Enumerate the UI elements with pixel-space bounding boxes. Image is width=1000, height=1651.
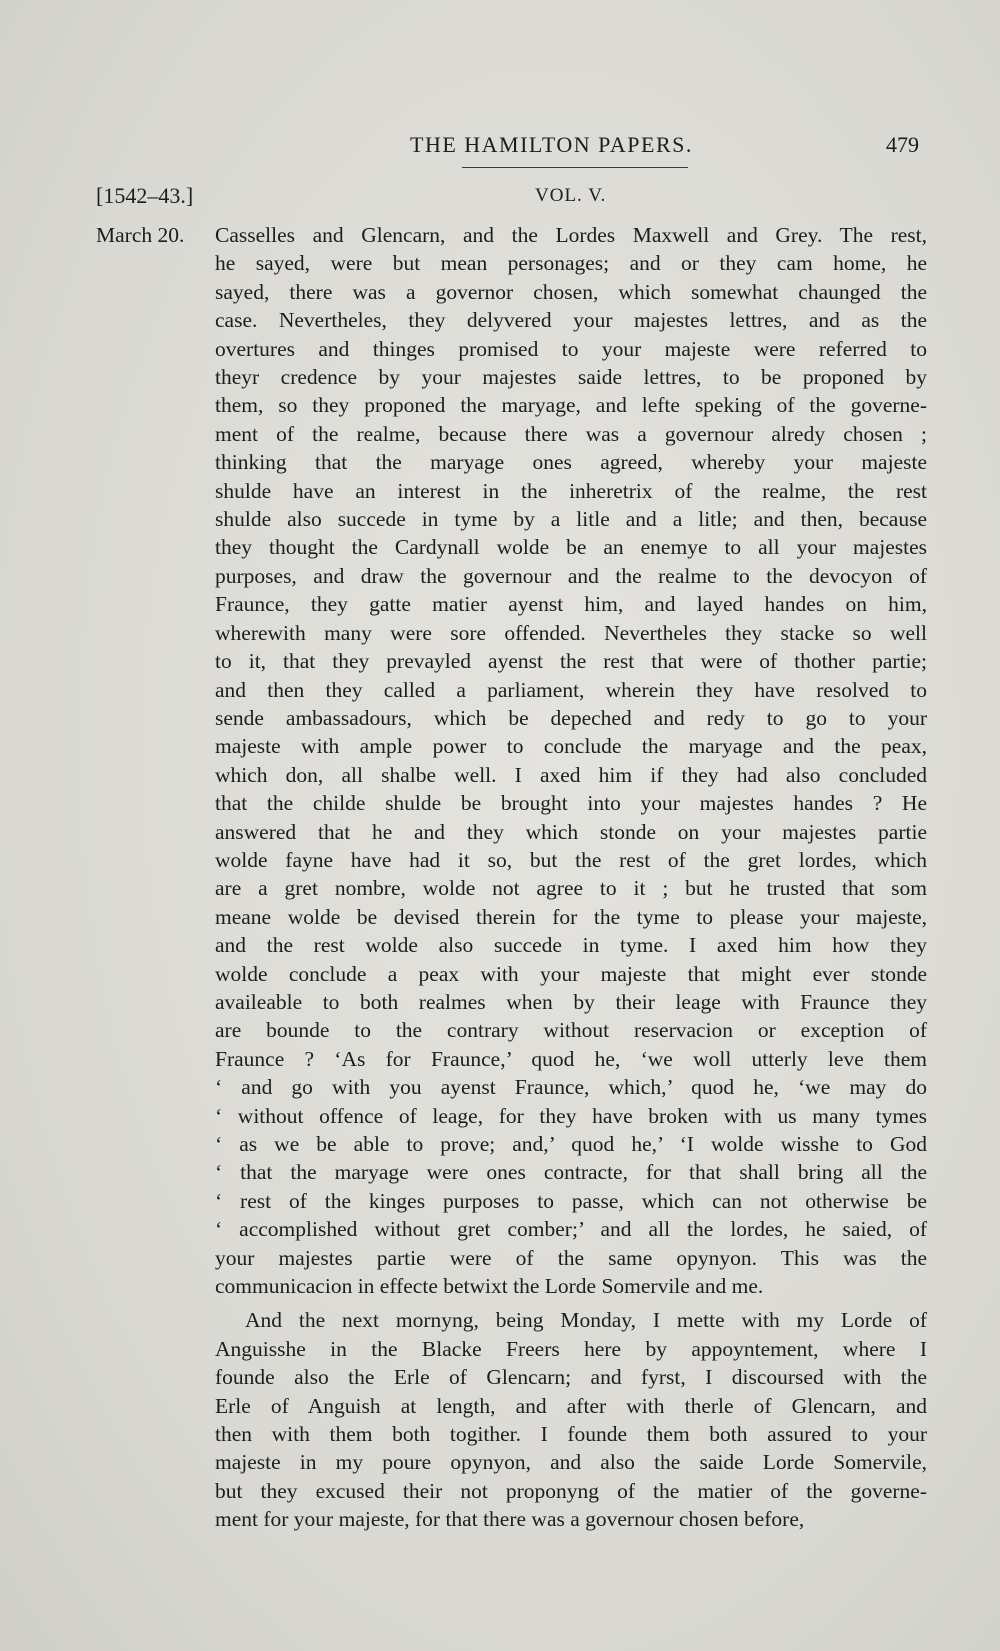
volume-label: VOL. V. <box>535 185 607 206</box>
text-line: Anguisshe in the Blacke Freers here by appoyntement, where I <box>215 1336 927 1361</box>
date-range: [1542–43.] <box>96 183 194 208</box>
text-line: are bounde to the contrary without reservacion or exception of <box>215 1018 927 1043</box>
paragraph <box>215 221 927 1300</box>
text-line: ‘ as we be able to prove; and,’ quod he,’ ‘I wolde wisshe to God <box>215 1132 927 1156</box>
text-line: which don, all shalbe well. I axed him if they had also concluded <box>215 762 927 787</box>
text-line: to it, that they prevayled ayenst the rest that were of thother partie; <box>215 649 927 674</box>
text-line: ‘ and go with you ayenst Fraunce, which,’ quod he, ‘we may do <box>215 1075 927 1100</box>
text-line: wolde conclude a peax with your majeste that might ever stonde <box>215 961 927 986</box>
text-line: them, so they proponed the maryage, and lefte speking of the governe- <box>215 393 927 418</box>
text-line: Fraunce ? ‘As for Fraunce,’ quod he, ‘we woll utterly leve them <box>215 1046 927 1071</box>
text-line: shulde have an interest in the inheretrix of the realme, the rest <box>215 478 927 503</box>
text-line: meane wolde be devised therein for the tyme to please your majeste, <box>215 904 927 929</box>
text-line: ‘ accomplished without gret comber;’ and all the lordes, he saied, of <box>215 1217 927 1242</box>
body-text <box>215 221 927 1534</box>
text-line: Erle of Anguish at length, and after with therle of Glencarn, and <box>215 1393 927 1418</box>
text-line: he sayed, were but mean personages; and or they cam home, he <box>215 251 927 276</box>
text-line: founde also the Erle of Glencarn; and fyrst, I discoursed with the <box>215 1365 927 1390</box>
text-line: majeste in my poure opynyon, and also the saide Lorde Somervile, <box>215 1450 927 1475</box>
text-line: ment of the realme, because there was a governour alredy chosen ; <box>215 421 927 446</box>
running-head <box>0 132 1000 162</box>
text-line: purposes, and draw the governour and the realme to the devocyon of <box>215 563 927 588</box>
text-line: Fraunce, they gatte matier ayenst him, and layed handes on him, <box>215 592 927 617</box>
text-line: availeable to both realmes when by their leage with Fraunce they <box>215 989 927 1014</box>
text-line: answered that he and they which stonde on your majestes partie <box>215 819 927 844</box>
text-line: but they excused their not proponyng of the matier of the governe- <box>215 1478 927 1503</box>
paragraph <box>215 1306 927 1533</box>
text-line: sayed, there was a governor chosen, which somewhat chaunged the <box>215 279 927 304</box>
text-line: that the childe shulde be brought into your majestes handes ? He <box>215 791 927 816</box>
text-line: overtures and thinges promised to your majeste were referred to <box>215 336 927 361</box>
text-line: theyr credence by your majestes saide lettres, to be proponed by <box>215 365 927 390</box>
text-line: ment for your majeste, for that there was a governour chosen before, <box>215 1507 805 1532</box>
margin-date: March 20. <box>96 223 185 247</box>
text-line: are a gret nombre, wolde not agree to it ; but he trusted that som <box>215 876 927 901</box>
page-number: 479 <box>886 132 919 157</box>
text-line: majeste with ample power to conclude the maryage and the peax, <box>215 734 927 759</box>
text-line: they thought the Cardynall wolde be an enemye to all your majestes <box>215 535 927 560</box>
running-title: THE HAMILTON PAPERS. <box>410 132 693 157</box>
text-line: sende ambassadours, which be depeched and redy to go to your <box>215 705 927 730</box>
text-line: and then they called a parliament, wherein they have resolved to <box>215 677 927 702</box>
text-line: wolde fayne have had it so, but the rest of the gret lordes, which <box>215 847 927 872</box>
text-line: your majestes partie were of the same opynyon. This was the <box>215 1245 927 1270</box>
header-rule <box>462 167 688 168</box>
text-line: And the next mornyng, being Monday, I mette with my Lorde of <box>245 1308 927 1333</box>
text-line: communicacion in effecte betwixt the Lorde Somervile and me. <box>215 1274 764 1299</box>
text-line: ‘ that the maryage were ones contracte, for that shall bring all the <box>215 1160 927 1185</box>
text-line: ‘ without offence of leage, for they have broken with us many tymes <box>215 1103 927 1128</box>
text-line: shulde also succede in tyme by a litle and a litle; and then, because <box>215 507 927 532</box>
text-line: Casselles and Glencarn, and the Lordes Maxwell and Grey. The rest, <box>215 223 927 247</box>
text-line: wherewith many were sore offended. Nevertheles they stacke so well <box>215 620 927 645</box>
text-line: and the rest wolde also succede in tyme. I axed him how they <box>215 933 927 958</box>
text-line: thinking that the maryage ones agreed, whereby your majeste <box>215 450 927 475</box>
text-line: ‘ rest of the kinges purposes to passe, which can not otherwise be <box>215 1188 927 1213</box>
text-line: case. Nevertheles, they delyvered your majestes lettres, and as the <box>215 308 927 333</box>
text-line: then with them both togither. I founde them both assured to your <box>215 1422 927 1447</box>
